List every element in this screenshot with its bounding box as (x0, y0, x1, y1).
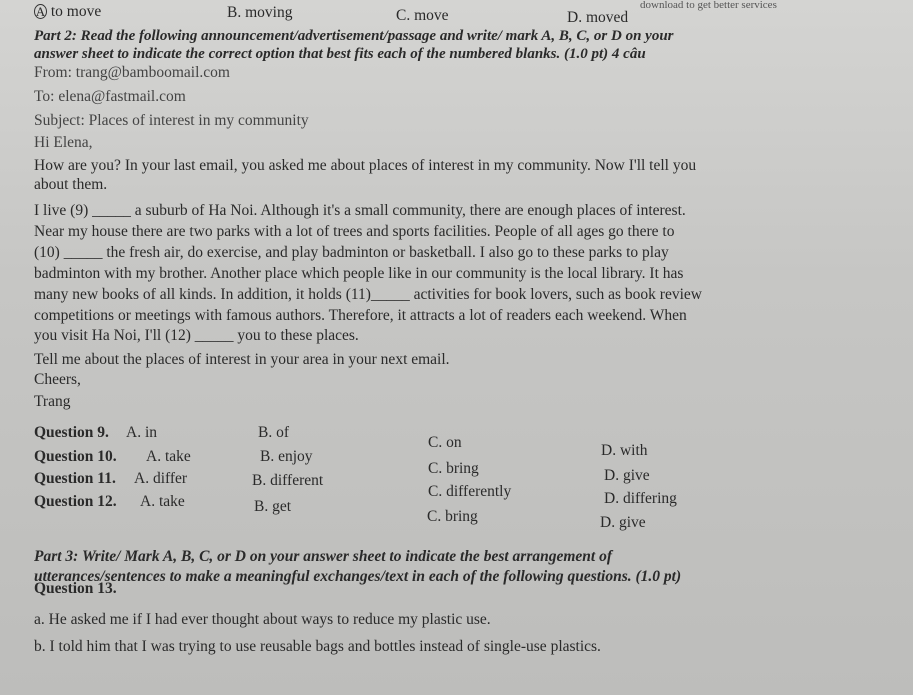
option-b: B. moving (227, 4, 293, 21)
email-body-line: Tell me about the places of interest in your area in your next email. (34, 351, 450, 368)
option-d: D. moved (567, 9, 629, 26)
answer-option: D. differing (604, 490, 677, 507)
answer-option: A. take (146, 448, 191, 465)
option-a-text: to move (50, 3, 102, 20)
email-to: To: elena@fastmail.com (34, 88, 186, 105)
question-label: Question 10. (34, 448, 117, 465)
email-body-line: How are you? In your last email, you asked me about places of interest in my community. Now I'll tell you (34, 157, 697, 174)
email-closing: Cheers, (34, 371, 81, 388)
email-body-line: many new books of all kinds. In addition, it holds (11)_____ activities for book lovers, such as book review (34, 286, 702, 303)
answer-option: B. different (252, 472, 324, 489)
answer-option: C. differently (428, 483, 512, 500)
part3-item-a: a. He asked me if I had ever thought about ways to reduce my plastic use. (34, 611, 491, 628)
email-body-line: you visit Ha Noi, I'll (12) _____ you to these places. (34, 327, 359, 344)
question-label: Question 12. (34, 493, 117, 510)
answer-option: C. bring (428, 460, 479, 477)
question-13-label: Question 13. (34, 580, 117, 597)
answer-option: A. differ (134, 470, 188, 487)
part2-heading-line1: Part 2: Read the following announcement/advertisement/passage and write/ mark A, B, C, or D on your (34, 28, 674, 44)
email-body-line: competitions or meetings with famous authors. Therefore, it attracts a lot of readers each weekend. When (34, 307, 687, 324)
option-a-circled: A to move (35, 3, 102, 20)
corner-watermark: download to get better services (640, 0, 777, 11)
part3-item-b: b. I told him that I was trying to use reusable bags and bottles instead of single-use plastics. (34, 638, 601, 655)
email-body-line: Near my house there are two parks with a lot of trees and sports facilities. People of all ages go there to (34, 223, 675, 240)
part2-heading-line2: answer sheet to indicate the correct option that best fits each of the numbered blanks. (1.0 pt) 4 câu (34, 46, 646, 62)
option-c: C. move (396, 7, 449, 24)
answer-option: A. take (140, 493, 185, 510)
part3-heading-line1: Part 3: Write/ Mark A, B, C, or D on your answer sheet to indicate the best arrangement of (34, 548, 612, 565)
email-body-line: badminton with my brother. Another place which people like in our community is the local library. It has (34, 265, 684, 282)
email-body-line: I live (9) _____ a suburb of Ha Noi. Although it's a small community, there are enough places of interest. (34, 202, 686, 219)
question-label: Question 11. (34, 470, 116, 487)
answer-option: B. of (258, 424, 289, 441)
email-subject: Subject: Places of interest in my community (34, 112, 309, 129)
email-body-line: about them. (34, 176, 108, 193)
email-from: From: trang@bamboomail.com (34, 64, 230, 81)
answer-option: D. with (601, 442, 648, 459)
answer-option: A. in (126, 424, 157, 441)
answer-option: C. on (428, 434, 462, 451)
answer-option: C. bring (427, 508, 478, 525)
question-label: Question 9. (34, 424, 109, 441)
email-signature: Trang (34, 393, 71, 410)
email-body-line: (10) _____ the fresh air, do exercise, and play badminton or basketball. I also go to these parks to play (34, 244, 669, 261)
answer-option: D. give (604, 467, 650, 484)
answer-option: D. give (600, 514, 646, 531)
email-greeting: Hi Elena, (34, 134, 93, 151)
answer-option: B. enjoy (260, 448, 313, 465)
part3-heading-line2: utterances/sentences to make a meaningful exchanges/text in each of the following questions. (1.0 pt) (34, 568, 682, 585)
answer-option: B. get (254, 498, 292, 515)
